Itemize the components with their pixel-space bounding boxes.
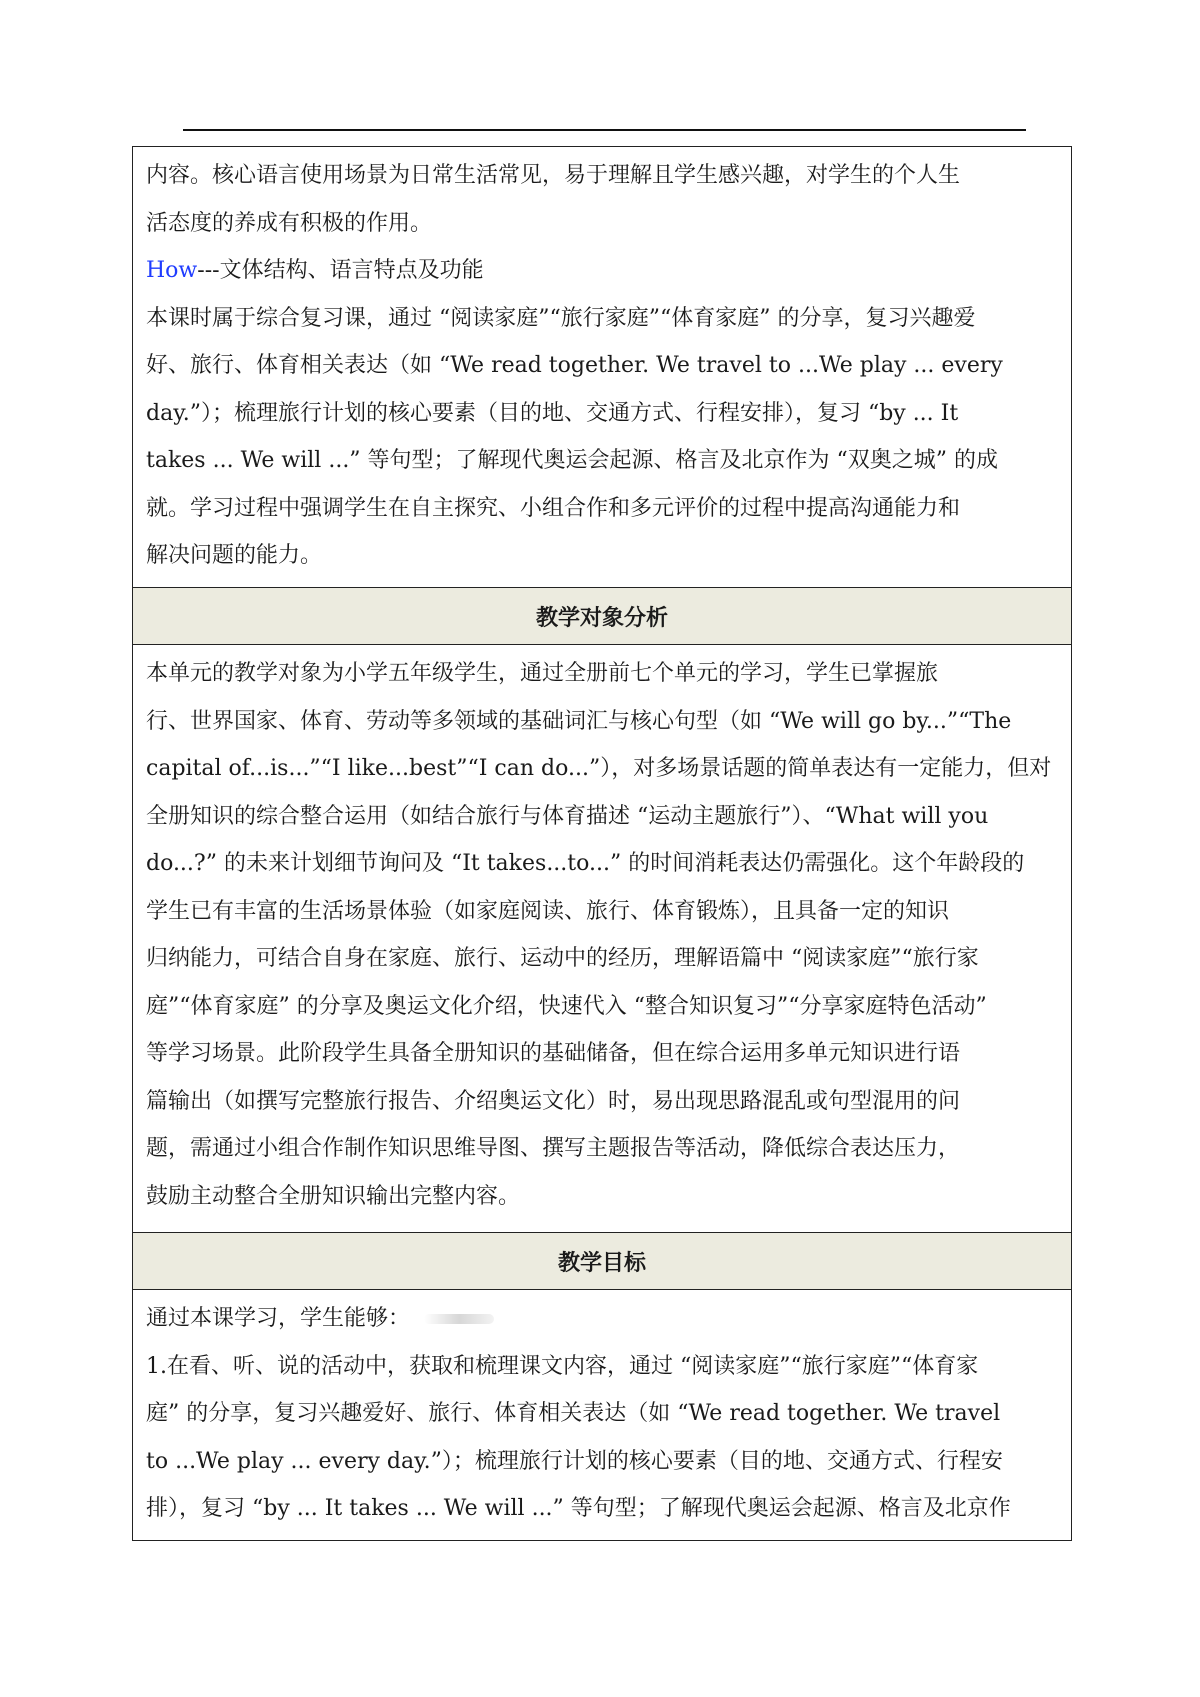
how-title: ---文体结构、语言特点及功能: [197, 258, 484, 283]
objectives-intro: 通过本课学习，学生能够：: [146, 1306, 411, 1331]
text-line: 解决问题的能力。: [146, 543, 323, 568]
text-line: [146, 1295, 1058, 1343]
text-line: 鼓励主动整合全册知识输出完整内容。: [146, 1183, 521, 1209]
text-line: 内容。核心语言使用场景为日常生活常见，易于理解且学生感兴趣，对学生的个人生: [146, 163, 961, 188]
student-analysis-row: [133, 645, 1072, 1233]
text-line: capital of...is...”“I like...best”“I can do...”），对多场景话题的简单表达有一定能力，但对: [146, 756, 1052, 781]
text-line: 活态度的养成有积极的作用。: [146, 210, 433, 236]
text-line: 等学习场景。此阶段学生具备全册知识的基础储备，但在综合运用多单元知识进行语: [146, 1041, 961, 1066]
text-line: 排），复习 “by ... It takes ... We will ...” 等句型；了解现代奥运会起源、格言及北京作: [146, 1496, 1011, 1521]
text-line: 学生已有丰富的生活场景体验（如家庭阅读、旅行、体育锻炼），且具备一定的知识: [146, 898, 950, 924]
text-line: 就。学习过程中强调学生在自主探究、小组合作和多元评价的过程中提高沟通能力和: [146, 495, 961, 521]
how-label: How: [146, 258, 198, 283]
content-analysis-cell: [133, 147, 1072, 588]
text-line: 题，需通过小组合作制作知识思维导图、撰写主题报告等活动，降低综合表达压力，: [146, 1136, 961, 1161]
text-line: 1.在看、听、说的活动中，获取和梳理课文内容，通过 “阅读家庭”“旅行家庭”“体育家: [146, 1353, 979, 1379]
text-line: 行、世界国家、体育、劳动等多领域的基础词汇与核心句型（如 “We will go by...”“The: [146, 708, 1012, 734]
lesson-plan-table: [132, 146, 1072, 1541]
text-line: 庭”“体育家庭” 的分享及奥运文化介绍，快速代入 “整合知识复习”“分享家庭特色活动”: [146, 993, 987, 1019]
objectives-row: [133, 1290, 1072, 1541]
objectives-heading-row: [133, 1233, 1072, 1290]
text-line: 好、旅行、体育相关表达（如 “We read together. We travel to ...We play ... every: [146, 353, 1003, 378]
student-analysis-cell: [133, 645, 1072, 1233]
text-line: do...?” 的未来计划细节询问及 “It takes...to...” 的时间消耗表达仍需强化。这个年龄段的: [146, 851, 1025, 876]
content-analysis-row: [133, 147, 1072, 588]
text-line: 篇输出（如撰写完整旅行报告、介绍奥运文化）时，易出现思路混乱或句型混用的问: [146, 1088, 961, 1114]
text-line: 归纳能力，可结合自身在家庭、旅行、运动中的经历，理解语篇中 “阅读家庭”“旅行家: [146, 946, 979, 971]
how-subheading: [146, 247, 1058, 295]
student-analysis-heading-row: [133, 588, 1072, 645]
scan-smudge: [424, 1314, 494, 1324]
text-line: day.”）；梳理旅行计划的核心要素（目的地、交通方式、行程安排），复习 “by ... It: [146, 400, 959, 426]
text-line: to ...We play ... every day.”）；梳理旅行计划的核心要素（目的地、交通方式、行程安: [146, 1448, 1003, 1474]
objectives-cell: [133, 1290, 1072, 1541]
section-heading: 教学对象分析: [133, 588, 1072, 645]
text-line: 全册知识的综合整合运用（如结合旅行与体育描述 “运动主题旅行”）、“What will you: [146, 803, 989, 829]
text-line: takes ... We will ...” 等句型；了解现代奥运会起源、格言及北京作为 “双奥之城” 的成: [146, 448, 999, 473]
text-line: 本课时属于综合复习课，通过 “阅读家庭”“旅行家庭”“体育家庭” 的分享，复习兴趣爱: [146, 305, 976, 331]
section-heading: 教学目标: [133, 1233, 1072, 1290]
text-line: 本单元的教学对象为小学五年级学生，通过全册前七个单元的学习，学生已掌握旅: [146, 661, 939, 686]
page-header-rule: [183, 129, 1026, 131]
text-line: 庭” 的分享，复习兴趣爱好、旅行、体育相关表达（如 “We read together. We travel: [146, 1401, 1001, 1426]
